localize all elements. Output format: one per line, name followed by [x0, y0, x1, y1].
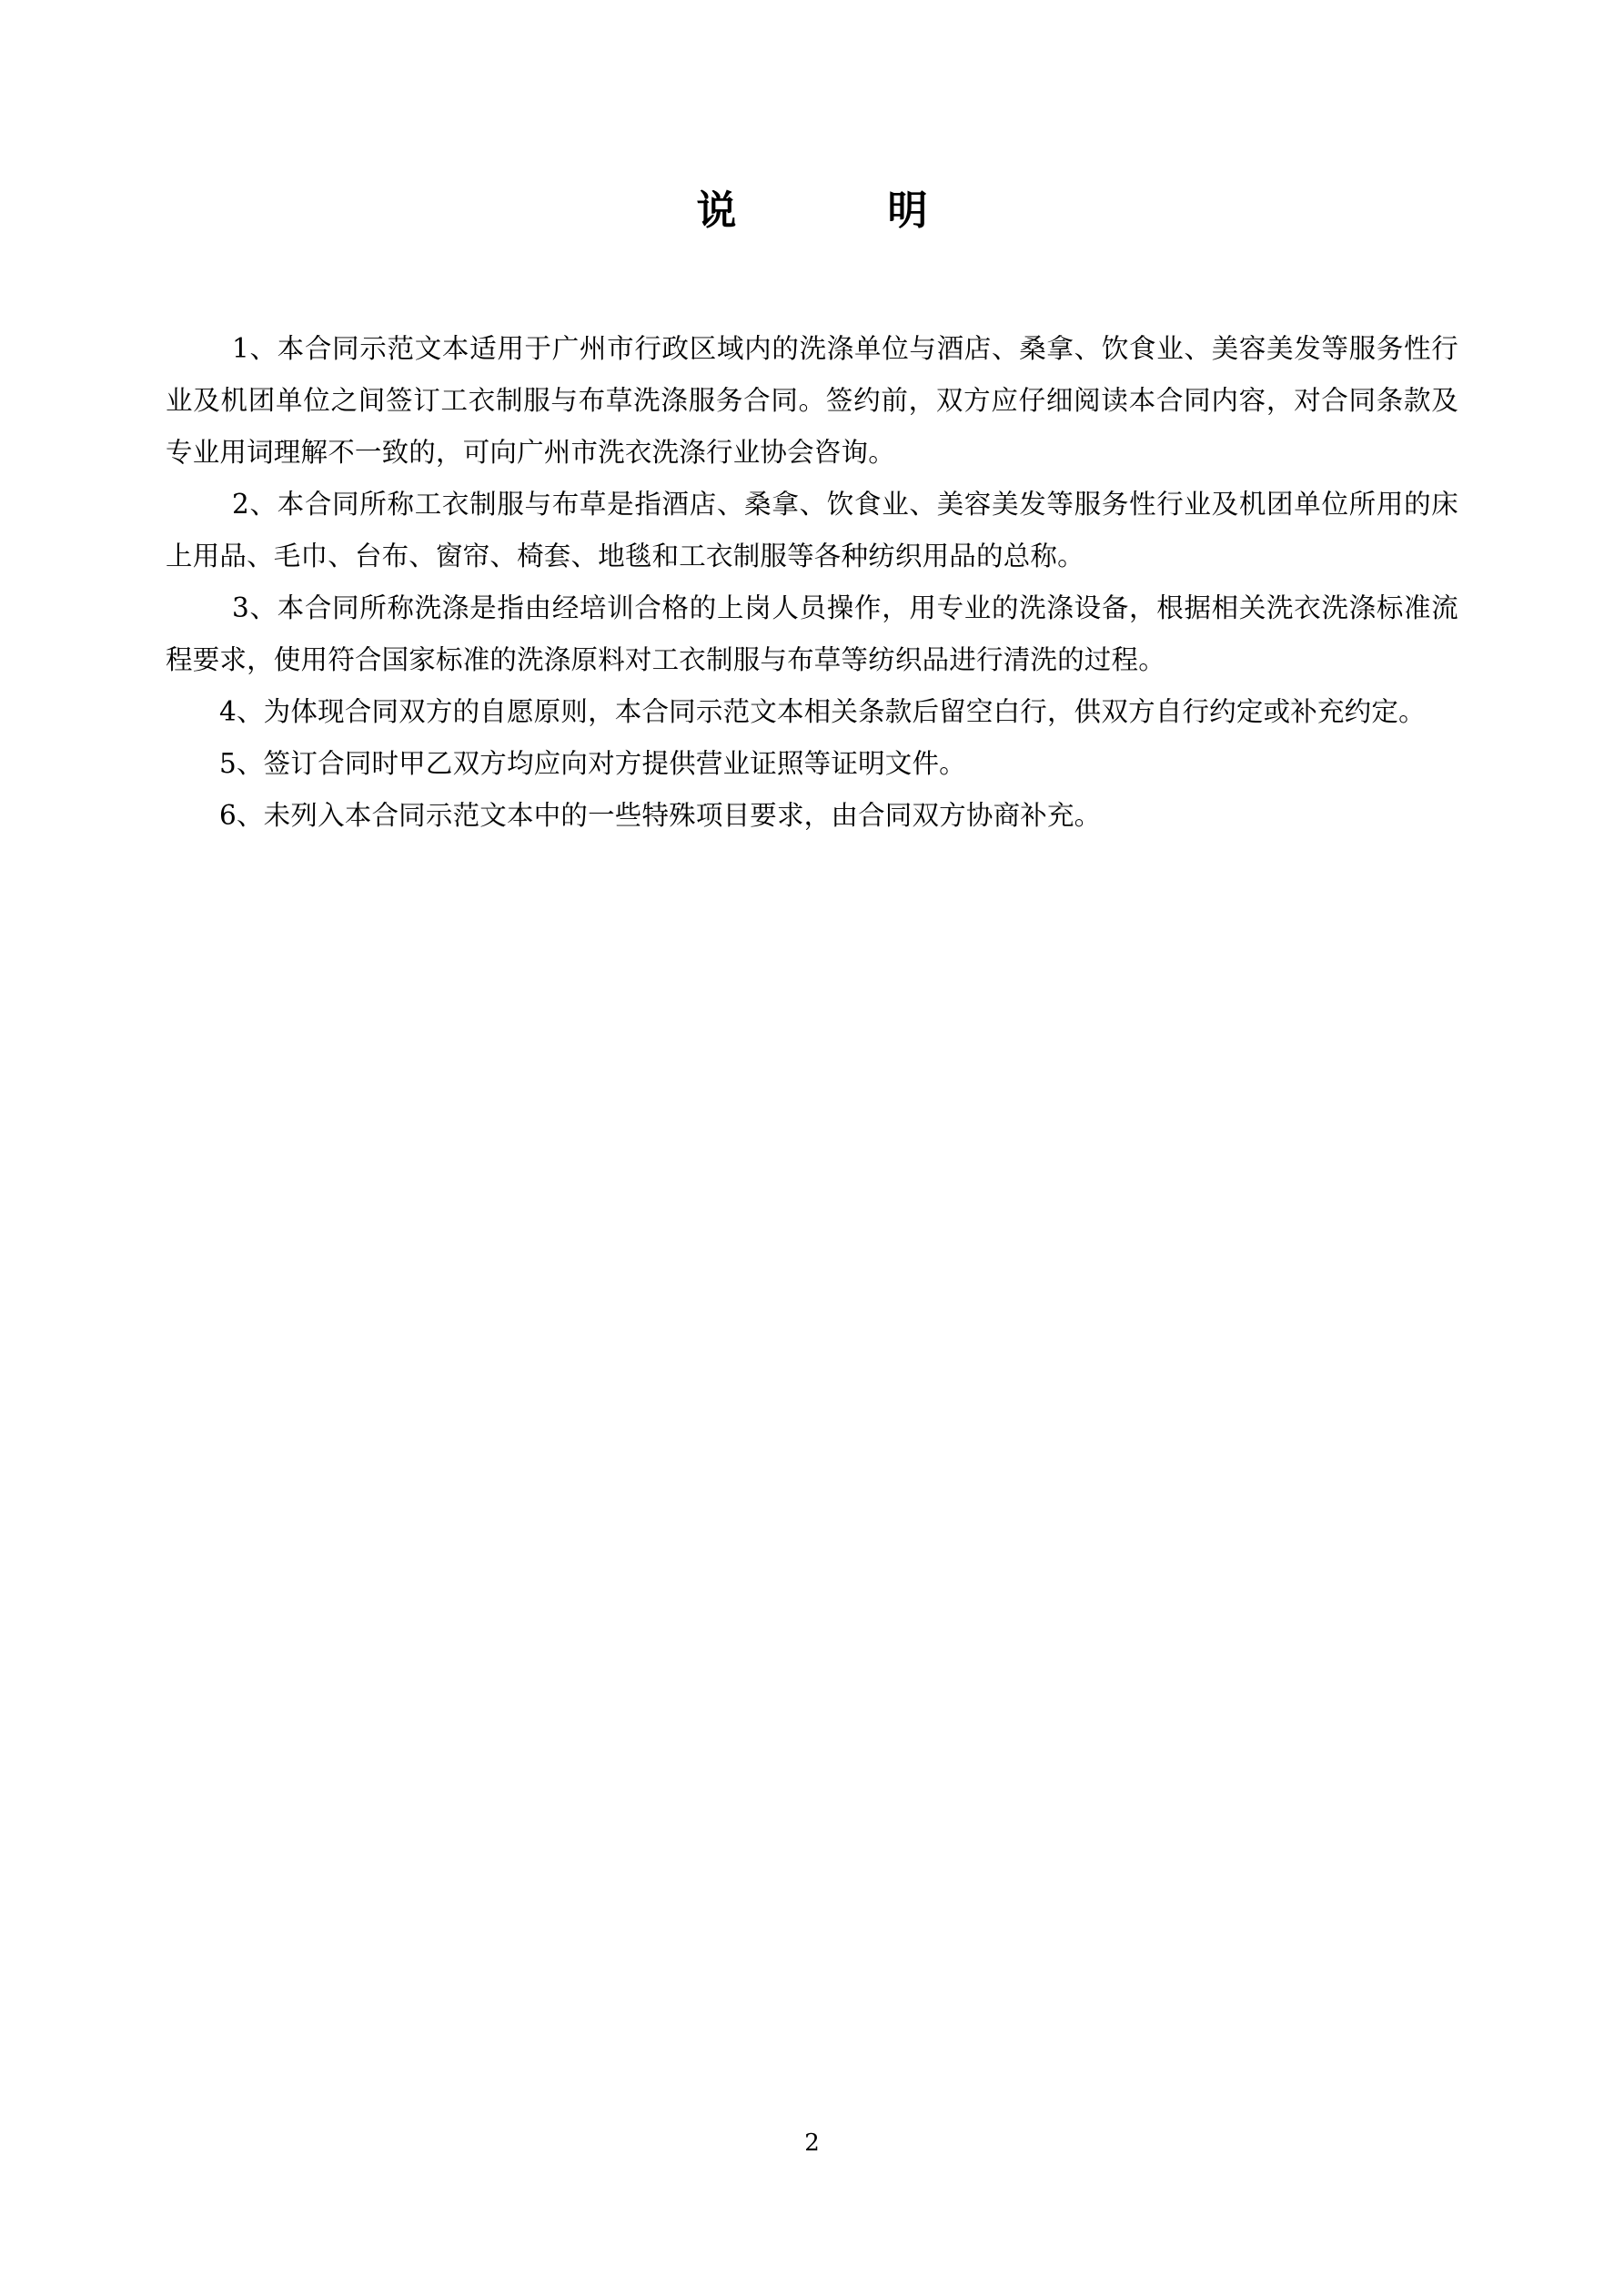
instruction-item-3: 3、本合同所称洗涤是指由经培训合格的上岗人员操作，用专业的洗涤设备，根据相关洗衣洗涤标准流程要求，使用符合国家标准的洗涤原料对工衣制服与布草等纺织品进行清洗的过程。 [166, 592, 1458, 675]
instruction-item-6: 6、未列入本合同示范文本中的一些特殊项目要求，由合同双方协商补充。 [219, 799, 1102, 831]
page-title: 说 明 [696, 187, 952, 234]
instruction-item-4: 4、为体现合同双方的自愿原则，本合同示范文本相关条款后留空白行，供双方自行约定或补充约定。 [219, 695, 1426, 727]
instructions-list [166, 323, 1458, 842]
page-content [166, 0, 1458, 2296]
instruction-item-2: 2、本合同所称工衣制服与布草是指酒店、桑拿、饮食业、美容美发等服务性行业及机团单位所用的床上用品、毛巾、台布、窗帘、椅套、地毯和工衣制服等各种纺织用品的总称。 [166, 488, 1458, 571]
instruction-item-5: 5、签订合同时甲乙双方均应向对方提供营业证照等证明文件。 [219, 747, 966, 779]
page-number: 2 [804, 2129, 820, 2157]
instruction-item-1: 1、本合同示范文本适用于广州市行政区域内的洗涤单位与酒店、桑拿、饮食业、美容美发等服务性行业及机团单位之间签订工衣制服与布草洗涤服务合同。签约前，双方应仔细阅读本合同内容，对合同条款及专业用词理解不一致的，可向广州市洗衣洗涤行业协会咨询。 [166, 332, 1458, 468]
